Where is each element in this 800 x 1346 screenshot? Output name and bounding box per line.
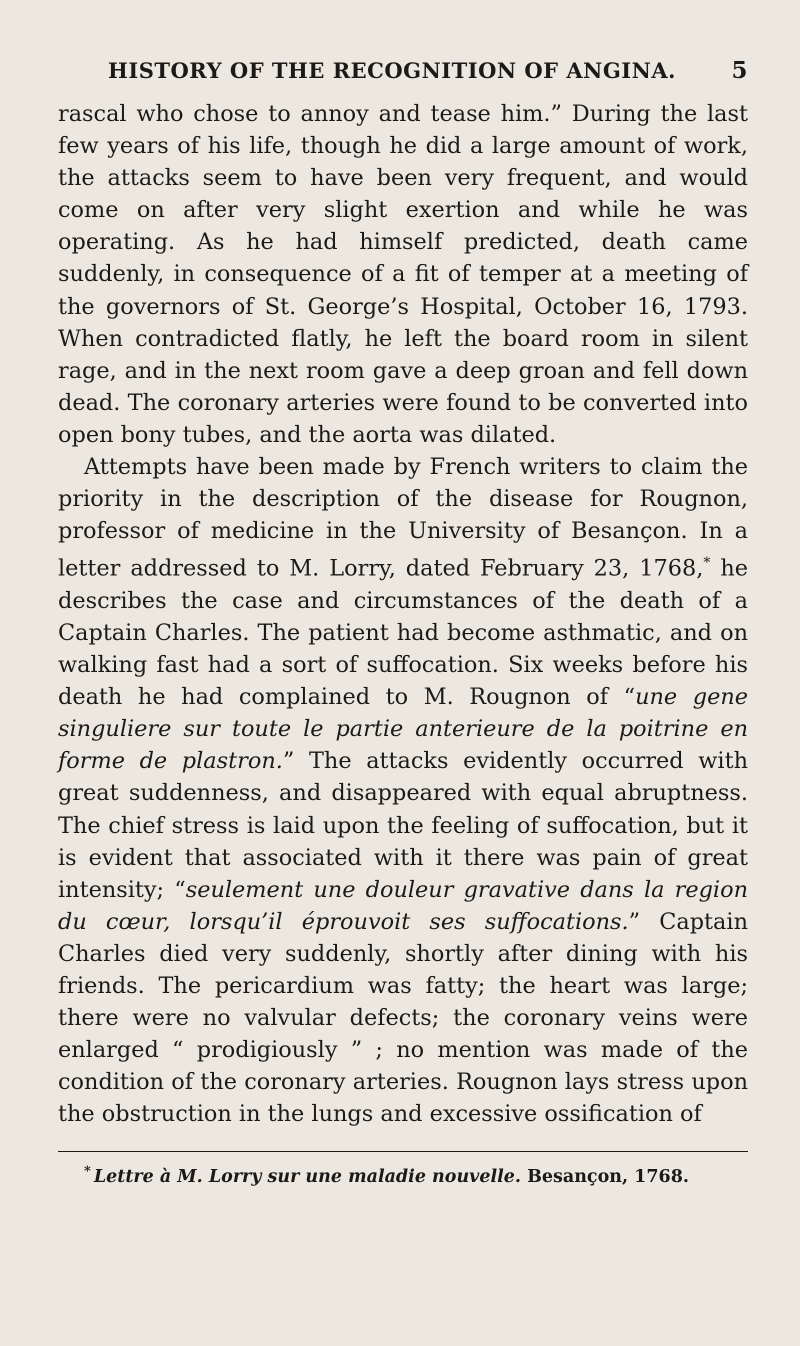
footnote-rule (58, 1151, 748, 1152)
paragraph-text: ” Captain Charles died very suddenly, shortly after dining with his friends. The pericardium was fatty; the heart was large; there were no valvular defects; the coronary veins were enlarged “ prodigiously ” ; no mention was made of the condition of the coronary arteries. Rougnon lays stress upon the obstruction in the lungs and excessive ossification of (58, 908, 748, 1128)
french-quotation: une gene singuliere sur toute le partie anterieure de la poitrine en forme de plastron. (58, 684, 748, 775)
running-header (58, 58, 748, 90)
paragraph-text: Attempts have been made by French writers to claim the priority in the description of the disease for Rougnon, professor of medicine in the University of Besançon. In a letter addressed to M. Lorry, dated February 23, 1768, (58, 454, 748, 582)
footnote-title: Lettre à M. Lorry sur une maladie nouvelle. (93, 1167, 521, 1188)
page-number: 5 (731, 57, 748, 84)
book-page (58, 58, 748, 1189)
paragraph-continuation: rascal who chose to annoy and tease him.” During the last few years of his life, though he did a large amount of work, the attacks seem to have been very frequent, and would come on after very slight exertion and while he was operating. As he had himself predicted, death came suddenly, in consequence of a fit of temper at a meeting of the governors of St. George’s Hospital, October 16, 1793. When contradicted flatly, he left the board room in silent rage, and in the next room gave a deep groan and fell down dead. The coronary arteries were found to be converted into open bony tubes, and the aorta was dilated. (58, 101, 748, 448)
footnote-marker: * (84, 1164, 91, 1180)
paragraph-text: he describes the case and circumstances of the death of a Captain Charles. The patient had become asthmatic, and on walking fast had a sort of suffocation. Six weeks before his death he had complained to M. Rougnon of “ (58, 555, 748, 711)
footnote (58, 1160, 748, 1189)
footnote-place-date: Besançon, 1768. (521, 1167, 689, 1188)
french-quotation: seulement une douleur gravative dans la region du cœur, lorsqu’il éprouvoit ses suffocations. (58, 876, 748, 935)
paragraph-rougnon (58, 451, 748, 1130)
footnote-reference: * (703, 555, 711, 572)
body-text (58, 98, 748, 1130)
paragraph-text: ” The attacks evidently occurred with great suddenness, and disappeared with equal abruptness. The chief stress is laid upon the feeling of suffocation, but it is evident that associated with it there was pain of great intensity; “ (58, 748, 748, 903)
running-title: HISTORY OF THE RECOGNITION OF ANGINA. (108, 58, 676, 83)
